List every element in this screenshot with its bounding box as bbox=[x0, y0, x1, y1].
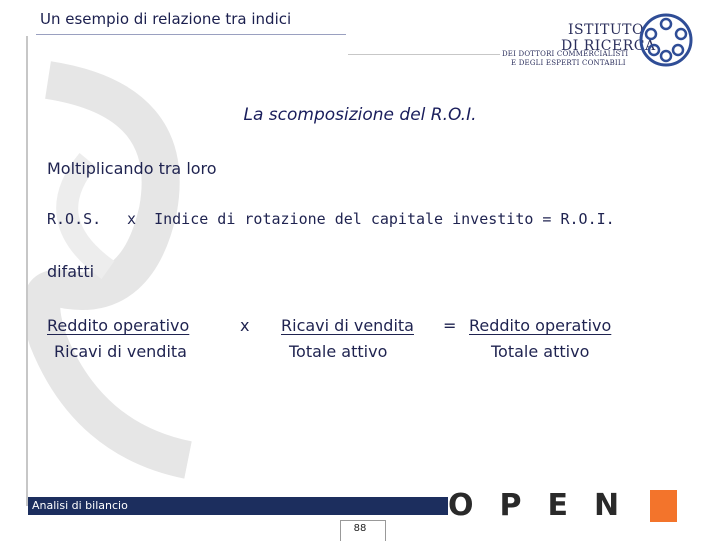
formula-ros: R.O.S. bbox=[47, 210, 102, 228]
institute-line-2: DI RICERCA bbox=[561, 38, 656, 54]
fraction3-numerator: Reddito operativo bbox=[469, 316, 612, 335]
frame-top-border bbox=[348, 54, 500, 55]
open-logo bbox=[448, 488, 648, 520]
fraction1-numerator: Reddito operativo bbox=[47, 316, 190, 335]
times-sign: x bbox=[240, 316, 250, 335]
institute-emblem-icon bbox=[638, 12, 694, 68]
fraction2-numerator: Ricavi di vendita bbox=[281, 316, 414, 335]
page-number: 88 bbox=[353, 523, 367, 534]
formula-rotation: x Indice di rotazione del capitale investito = R.O.I. bbox=[127, 210, 615, 228]
intro-text: Moltiplicando tra loro bbox=[47, 159, 217, 178]
institute-line-4: E DEGLI ESPERTI CONTABILI bbox=[511, 59, 626, 67]
fraction3-denominator: Totale attivo bbox=[491, 342, 590, 361]
fraction1-denominator: Ricavi di vendita bbox=[54, 342, 187, 361]
footer-label: Analisi di bilancio bbox=[32, 499, 128, 512]
orange-badge bbox=[650, 490, 677, 522]
header-divider bbox=[36, 34, 346, 35]
institute-line-3: DEI DOTTORI COMMERCIALISTI bbox=[502, 50, 629, 58]
slide-title: La scomposizione del R.O.I. bbox=[243, 105, 477, 125]
header-title: Un esempio di relazione tra indici bbox=[40, 10, 292, 28]
open-logo-text: OPEN bbox=[448, 488, 646, 520]
difatti-text: difatti bbox=[47, 262, 95, 281]
institute-line-1: ISTITUTO bbox=[568, 22, 644, 38]
equals-sign: = bbox=[443, 316, 457, 335]
fraction2-denominator: Totale attivo bbox=[289, 342, 388, 361]
